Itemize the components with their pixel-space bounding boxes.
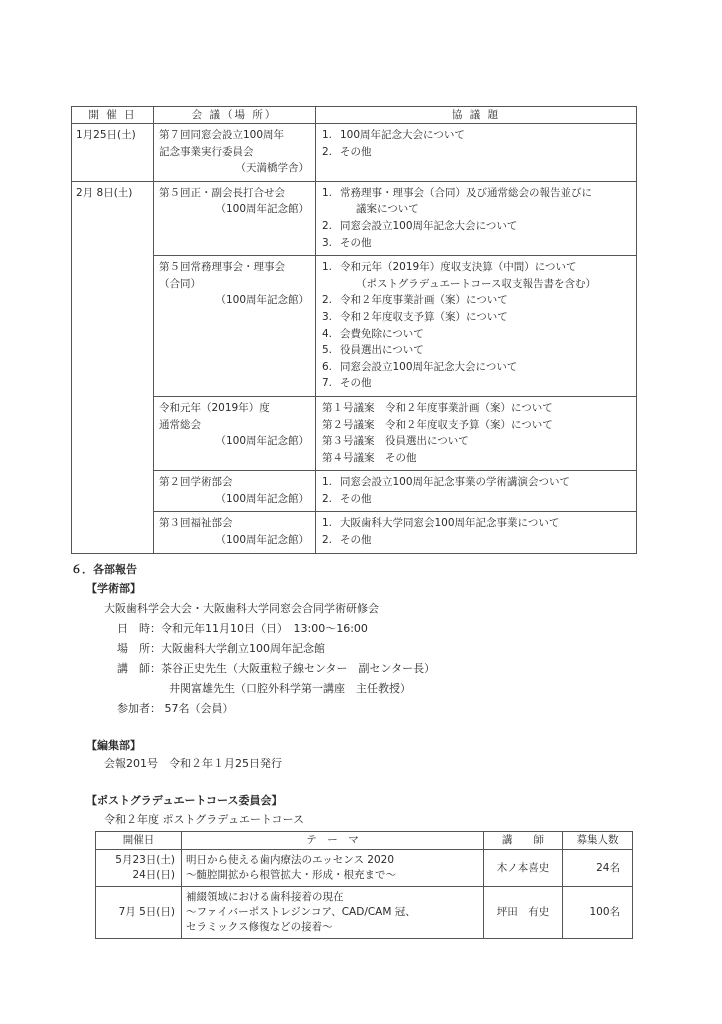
academic-datetime: 日 時：令和元年11月10日（日） 13:00〜16:00: [117, 622, 368, 635]
meeting-row: [72, 124, 637, 182]
agenda-item: 1. 大阪歯科大学同窓会100周年記念事業について: [322, 517, 560, 530]
meeting-place: （100周年記念館）: [215, 435, 309, 448]
meeting-name: 第３回福祉部会 （100周年記念館）: [154, 512, 316, 553]
agenda-bill: 第４号議案 その他: [322, 451, 417, 464]
meeting-agenda: [316, 512, 637, 553]
meeting-row: [72, 256, 637, 397]
agenda-bill: 第１号議案 令和２年度事業計画（案）について: [322, 401, 553, 414]
meeting-name: 令和元年（2019年）度 通常総会 （100周年記念館）: [154, 396, 316, 470]
course-row: [96, 887, 633, 939]
meeting-name: 第２回学術部会 （100周年記念館）: [154, 471, 316, 512]
course-date: 7月 5日(日): [96, 887, 182, 939]
meeting-agenda: [316, 256, 637, 397]
course-capacity: 24名: [563, 850, 633, 887]
header-meeting: 会 議（場 所）: [154, 107, 316, 124]
meeting-agenda: [316, 396, 637, 470]
course-lecturer: 木ノ本喜史: [484, 850, 563, 887]
academic-attendees: 参加者： 57名（会員）: [117, 702, 234, 715]
course-capacity: 100名: [563, 887, 633, 939]
agenda-item: 2. その他: [322, 145, 372, 158]
header-course-lecturer: 講 師: [484, 832, 563, 850]
postgrad-subtitle: 令和２年度 ポストグラデュエートコース: [104, 813, 304, 826]
agenda-item: 6. 同窓会設立100周年記念大会について: [322, 360, 518, 373]
course-row: [96, 850, 633, 887]
agenda-bill: 第３号議案 役員選出について: [322, 435, 469, 448]
meeting-schedule-table: [71, 106, 637, 554]
meeting-agenda: [316, 471, 637, 512]
meeting-row: [72, 181, 637, 255]
meeting-table-header: [72, 107, 637, 124]
course-table: [95, 831, 633, 939]
agenda-item-continuation: 議案について: [356, 203, 419, 216]
agenda-item: 3. 令和２年度収支予算（案）について: [322, 310, 508, 323]
agenda-item: 7. その他: [322, 377, 372, 390]
course-date: 5月23日(土) 24日(日): [96, 850, 182, 887]
agenda-item: 1. 令和元年（2019年）度収支決算（中間）について: [322, 261, 577, 274]
meeting-place: （100周年記念館）: [215, 203, 309, 216]
academic-place: 場 所：大阪歯科大学創立100周年記念館: [117, 642, 325, 655]
agenda-item: 2. その他: [322, 492, 372, 505]
agenda-item: 3. その他: [322, 236, 372, 249]
meeting-place: （100周年記念館）: [215, 294, 309, 307]
meeting-place: （天満橋学舎）: [235, 162, 309, 175]
course-lecturer: 坪田 有史: [484, 887, 563, 939]
meeting-date: 1月25日(土): [72, 124, 154, 182]
meeting-name: 第５回常務理事会・理事会 （合同） （100周年記念館）: [154, 256, 316, 397]
agenda-bill: 第２号議案 令和２年度収支予算（案）について: [322, 418, 553, 431]
agenda-item: 5. 役員選出について: [322, 344, 424, 357]
meeting-place: （100周年記念館）: [215, 492, 309, 505]
section-title: ６．各部報告: [71, 563, 137, 576]
agenda-item: 2. 令和２年度事業計画（案）について: [322, 294, 508, 307]
editorial-heading: 【編集部】: [86, 739, 141, 752]
header-date: 開 催 日: [72, 107, 154, 124]
meeting-name: 第５回正・副会長打合せ会 （100周年記念館）: [154, 181, 316, 255]
editorial-text: 会報201号 令和２年１月25日発行: [104, 757, 282, 770]
meeting-row: [72, 396, 637, 470]
academic-event: 大阪歯科学会大会・大阪歯科大学同窓会合同学術研修会: [104, 602, 379, 615]
meeting-place: （100周年記念館）: [215, 534, 309, 547]
agenda-item: 1. 100周年記念大会について: [322, 129, 465, 141]
agenda-item: 1. 常務理事・理事会（合同）及び通常総会の報告並びに: [322, 186, 592, 199]
academic-lecturer: 講 師：茶谷正史先生（大阪重粒子線センター 副センター長）: [117, 662, 436, 675]
academic-lecturer: 井関富雄先生（口腔外科学第一講座 主任教授）: [169, 682, 411, 695]
agenda-item: 4. 会費免除について: [322, 327, 424, 340]
meeting-agenda: [316, 124, 637, 182]
meeting-date: 2月 8日(土): [72, 181, 154, 553]
course-theme: 補綴領域における歯科接着の現在 〜ファイバーポストレジンコア、CAD/CAM 冠、 セラミックス修復などの接着〜: [182, 887, 484, 939]
agenda-item: 2. 同窓会設立100周年記念大会について: [322, 219, 518, 232]
agenda-item-continuation: （ポストグラデュエートコース収支報告書を含む）: [356, 277, 597, 290]
meeting-row: [72, 471, 637, 512]
course-theme: 明日から使える歯内療法のエッセンス 2020 〜髄腔開拡から根管拡大・形成・根充まで〜: [182, 850, 484, 887]
postgrad-heading: 【ポストグラデュエートコース委員会】: [86, 794, 283, 807]
academic-heading: 【学術部】: [86, 582, 141, 595]
header-course-theme: テ ー マ: [182, 832, 484, 850]
meeting-row: [72, 512, 637, 553]
course-table-header: [96, 832, 633, 850]
header-agenda: 協 議 題: [316, 107, 637, 124]
header-course-date: 開催日: [96, 832, 182, 850]
header-course-capacity: 募集人数: [563, 832, 633, 850]
meeting-name: 第７回同窓会設立100周年 記念事業実行委員会 （天満橋学舎）: [154, 124, 316, 182]
meeting-agenda: [316, 181, 637, 255]
agenda-item: 1. 同窓会設立100周年記念事業の学術講演会ついて: [322, 476, 571, 489]
agenda-item: 2. その他: [322, 534, 372, 547]
